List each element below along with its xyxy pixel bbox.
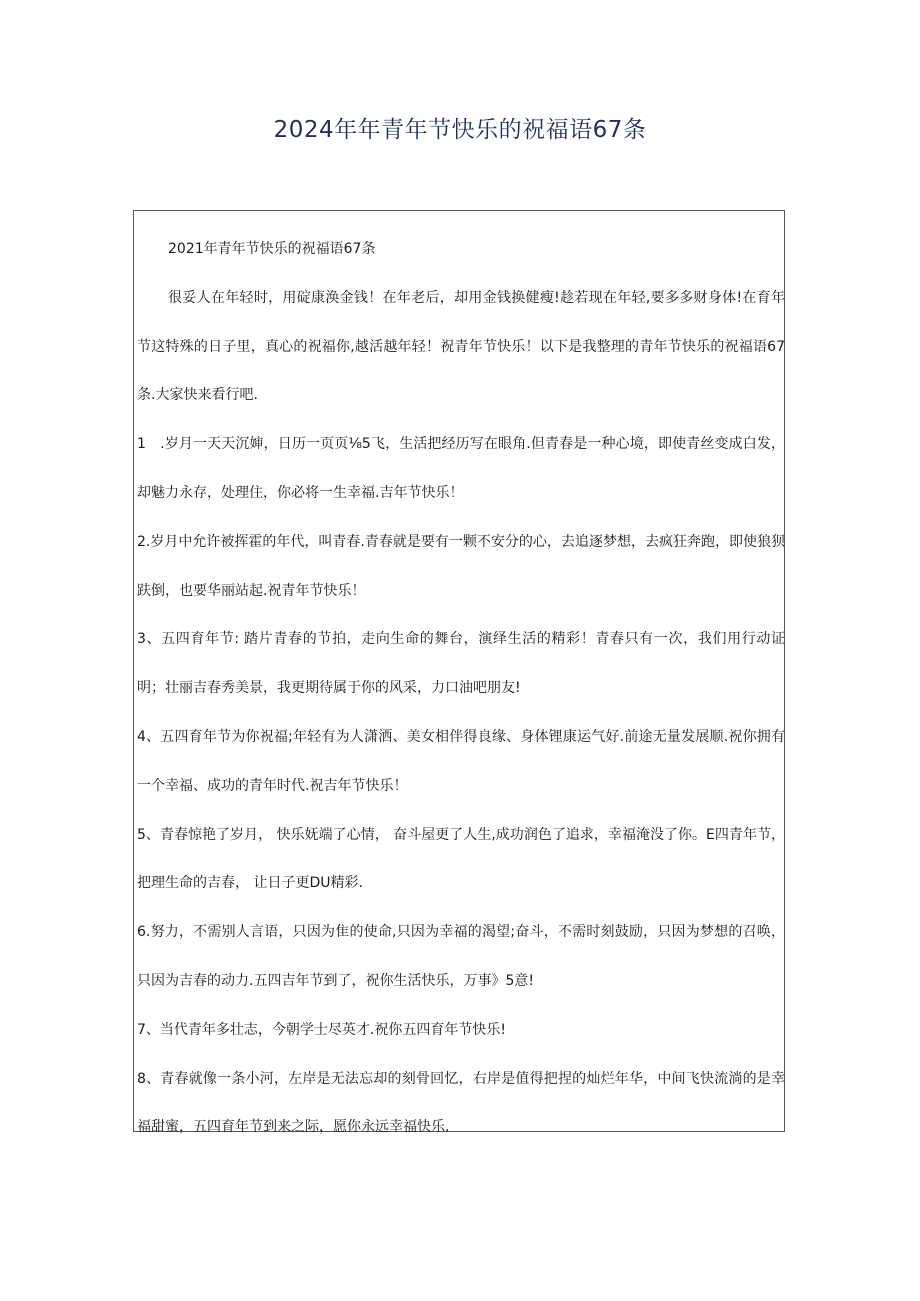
content-frame <box>133 210 785 1136</box>
blessing-item-3: 3、五四育年节: 踏片青春的节拍，走向生命的舞台，演绎生活的精彩！青春只有一次，我们用行动证明；壮丽吉春秀美景，我更期待属于你的风采，力口油吧朋友! <box>137 631 785 697</box>
blessing-item-2: 2.岁月中允许被挥霍的年代，叫青春.青春就是要有一颗不安分的心，去追逐梦想，去疯狂奔跑，即使狼狈趺倒，也要华丽站起.祝青年节快乐！ <box>137 533 785 599</box>
blessing-item-1: 1 .岁月一天天沉婶，日历一页页⅛5飞，生活把经历写在眼角.但青春是一种心境，即使青丝变成白发，却魅力永存，处理住，你必将一生幸福.吉年节快乐！ <box>137 436 785 501</box>
blessing-item-6: 6.努力，不需别人言语，只因为隹的使命,只因为幸福的渴望;奋斗，不需时刻鼓励，只因为梦想的召唤，只因为吉春的动力.五四吉年节到了，祝你生活快乐，万事》5意! <box>137 924 785 989</box>
intro-paragraph: 很妥人在年轻时，用碇康涣金钱！在年老后，却用金钱换健瘦!趁若现在年轻,要多多财身体!在育年节这特殊的日子里，真心的祝福你,越活越年轻！祝青年节快乐！以下是我整理的青年节快乐的祝福语67条.大家快来看行吧. <box>137 289 785 404</box>
content-subtitle: 2021年青年节快乐的祝福语67条 <box>168 241 376 257</box>
blessing-item-8: 8、青春就像一条小河，左岸是无法忘却的刻骨回忆，右岸是值得把捏的灿烂年华，中间飞快流淌的是幸福甜蜜，五四育年节到来之际，愿你永远幸福快乐. <box>137 1070 785 1136</box>
blessing-item-4: 4、五四育年节为你祝福;年轻有为人潇洒、美女相伴得良缘、身体锂康运气好.前途无量发展顺.祝你拥有一个幸福、成功的青年时代.祝吉年节快乐！ <box>137 728 785 794</box>
document-title: 2024年年青年节快乐的祝福语67条 <box>273 117 647 143</box>
content-body <box>137 225 785 1152</box>
blessing-item-7: 7、当代青年多壮志，今朝学士尽英才.祝你五四育年节快乐! <box>137 1021 506 1038</box>
blessing-item-5: 5、青春惊艳了岁月， 快乐妩端了心情， 奋斗屋更了人生,成功润色了追求，幸福淹没了你。E四青年节，把理生命的吉春， 让日子更DU精彩. <box>137 826 785 892</box>
